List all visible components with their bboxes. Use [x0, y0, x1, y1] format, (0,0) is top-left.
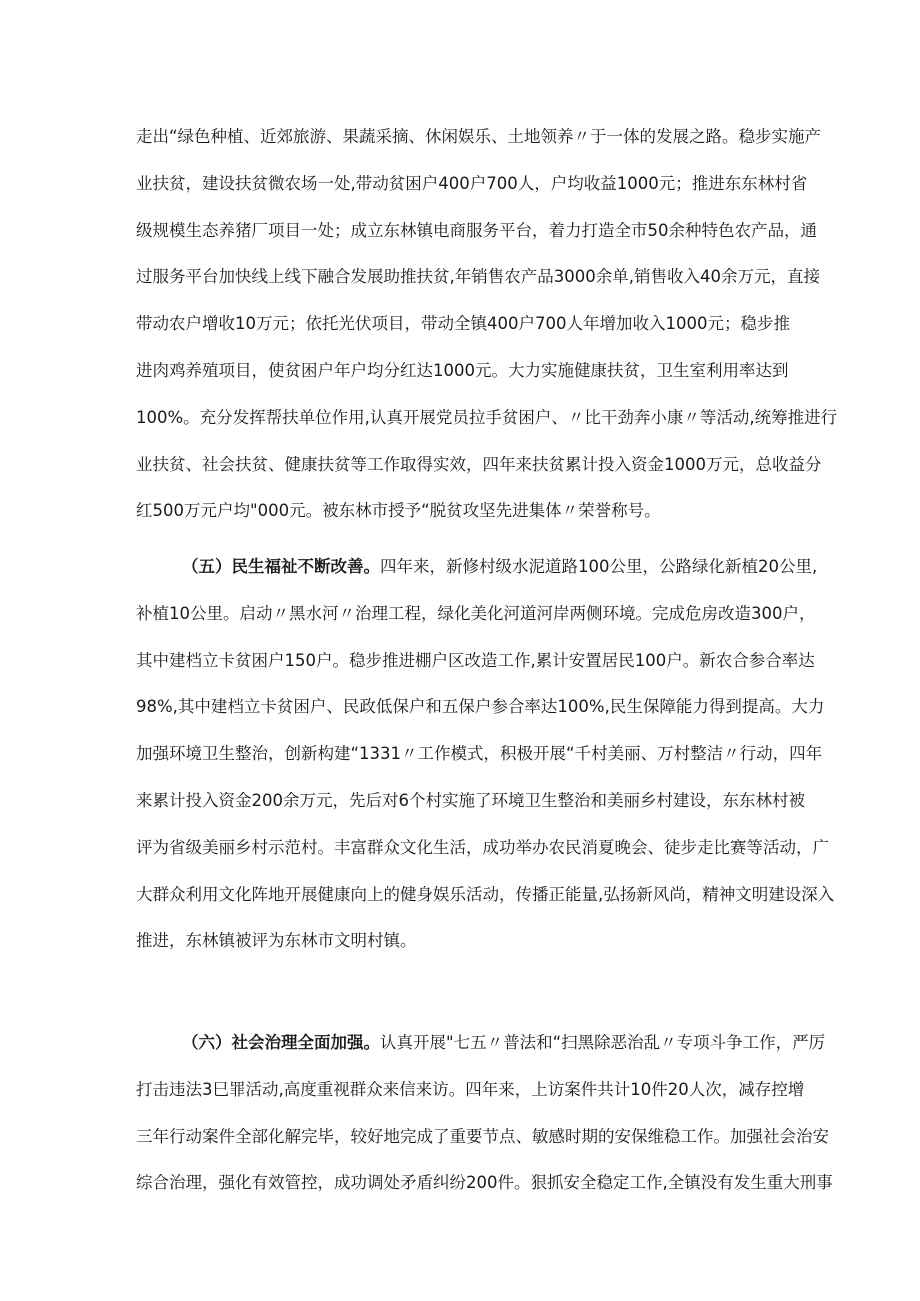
text-line: 其中建档立卡贫困户150户。稳步推进棚户区改造工作,累计安置居民100户。新农合参合率达 — [136, 650, 815, 670]
text-line: 100%。充分发挥帮扶单位作用,认真开展党员拉手贫困户、〃比干劲奔小康〃等活动,统筹推进行 — [136, 407, 838, 427]
section-heading: （六）社会治理全面加强。 — [182, 1033, 380, 1052]
text-line — [136, 1020, 826, 1067]
text-line: 补植10公里。启动〃黑水河〃治理工程，绿化美化河道河岸两侧环境。完成危房改造300户， — [136, 603, 816, 623]
text-line: 带动农户增收10万元；依托光伏项目，带动全镇400户700人年增加收入1000元；稳步推 — [136, 314, 790, 334]
text-line: 综合治理，强化有效管控，成功调处矛盾纠纷200件。狠抓安全稳定工作,全镇没有发生重大刑事 — [136, 1173, 833, 1193]
text-line: 业扶贫，建设扶贫微农场一处,带动贫困户400户700人，户均收益1000元；推进东东林村省 — [136, 173, 808, 193]
text-line: 级规模生态养猪厂项目一处；成立东林镇电商服务平台，着力打造全市50余种特色农产品，通 — [136, 220, 817, 240]
text-line: 加强环境卫生整治，创新构建“1331〃工作模式，积极开展“千村美丽、万村整洁〃行动，四年 — [136, 744, 823, 764]
text-line — [136, 544, 818, 591]
text-line: 三年行动案件全部化解完毕，较好地完成了重要节点、敏感时期的安保维稳工作。加强社会治安 — [136, 1126, 829, 1146]
paragraph-social-governance — [136, 1020, 833, 1207]
text-line: 98%,其中建档立卡贫困户、民政低保户和五保户参合率达100%,民生保障能力得到提高。大力 — [136, 697, 825, 717]
text-line: 打击违法3巳罪活动,高度重视群众来信来访。四年来，上访案件共计10件20人次，减存控增 — [136, 1079, 805, 1099]
text-line: 进肉鸡养殖项目，使贫困户年户均分红达1000元。大力实施健康扶贫，卫生室利用率达到 — [136, 360, 789, 380]
text-line: 过服务平台加快线上线下融合发展助推扶贫,年销售农产品3000余单,销售收入40余万元，直接 — [136, 267, 820, 287]
paragraph-livelihood — [136, 544, 835, 965]
paragraph-poverty-alleviation — [136, 114, 838, 535]
text-line-body: 四年来，新修村级水泥道路100公里，公路绿化新植20公里, — [380, 557, 818, 576]
text-line: 来累计投入资金200余万元，先后对6个村实施了环境卫生整治和美丽乡村建设，东东林村被 — [136, 790, 805, 810]
text-line: 业扶贫、社会扶贫、健康扶贫等工作取得实效，四年来扶贫累计投入资金1000万元，总收益分 — [136, 454, 822, 474]
text-line: 红500万元户均"000元。被东林市授予“脱贫攻坚先进集体〃荣誉称号。 — [136, 501, 661, 521]
text-line: 评为省级美丽乡村示范村。丰富群众文化生活，成功举办农民消夏晚会、徒步走比赛等活动，广 — [136, 837, 829, 857]
text-line: 推进，东林镇被评为东林市文明村镇。 — [136, 931, 417, 951]
section-heading: （五）民生福祉不断改善。 — [182, 557, 380, 576]
text-line: 大群众利用文化阵地开展健康向上的健身娱乐活动，传播正能量,弘扬新风尚，精神文明建设深入 — [136, 884, 835, 904]
text-line: 走出“绿色种植、近郊旅游、果蔬采摘、休闲娱乐、土地领养〃于一体的发展之路。稳步实施产 — [136, 127, 822, 146]
text-line-body: 认真开展"七五〃普法和“扫黑除恶治乱〃专项斗争工作，严厉 — [380, 1033, 826, 1052]
